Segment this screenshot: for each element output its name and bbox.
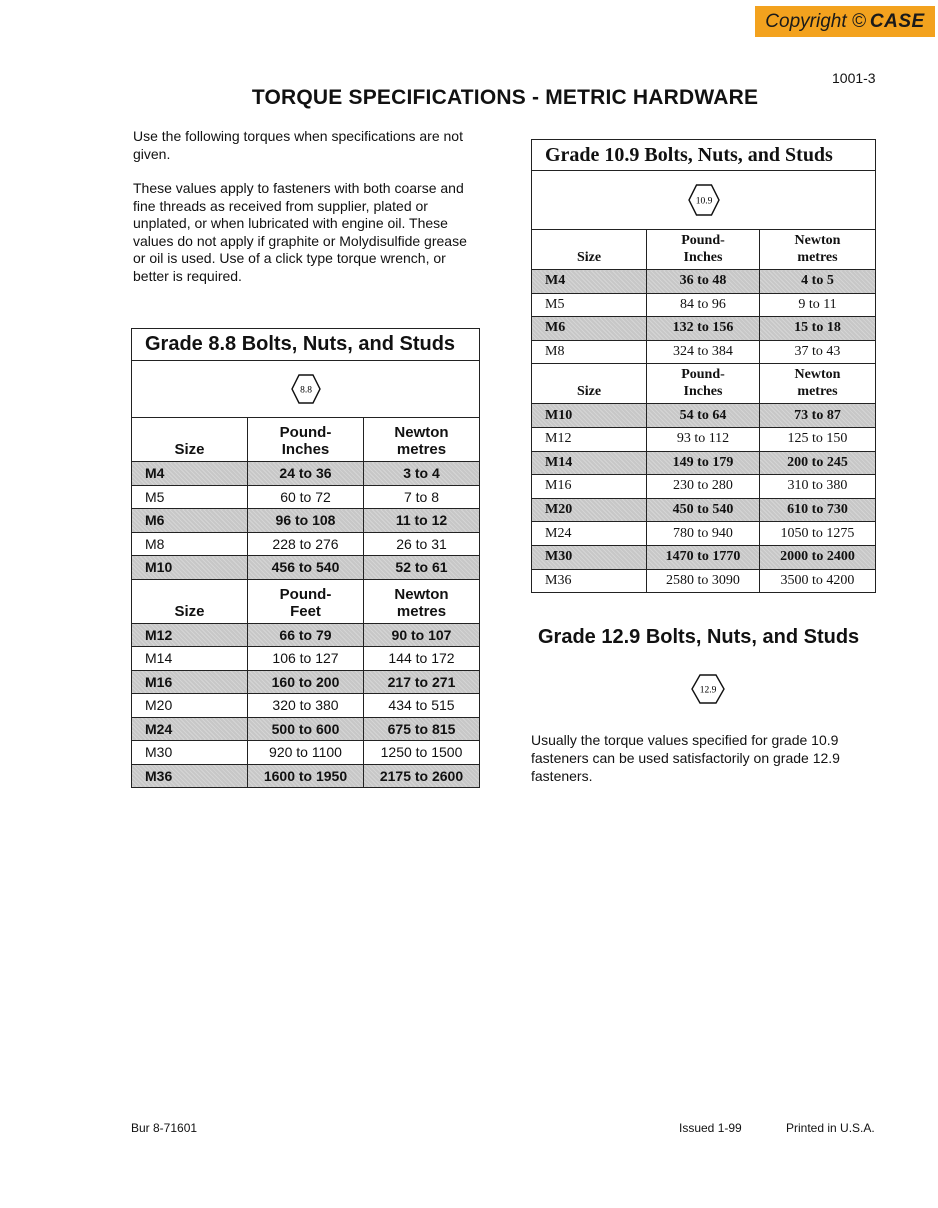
grade-109-table [531, 139, 876, 593]
page-number: 1001-3 [832, 70, 876, 86]
grade-129-title: Grade 12.9 Bolts, Nuts, and Studs [538, 626, 860, 648]
torque-cell: 96 to 108 [248, 509, 364, 533]
torque-cell: 54 to 64 [647, 404, 760, 428]
table-row [132, 647, 480, 671]
table-header-row [532, 364, 876, 404]
torque-cell: 36 to 48 [647, 270, 760, 294]
table-row [532, 340, 876, 364]
torque-cell: 66 to 79 [248, 623, 364, 647]
size-cell: M36 [532, 569, 647, 593]
table-row [532, 451, 876, 475]
size-header: Size [532, 230, 647, 270]
brand-logo-text: CASE [869, 10, 925, 32]
torque-cell: 60 to 72 [248, 485, 364, 509]
grade-109-hex-cell [532, 171, 876, 230]
newton-cell: 15 to 18 [760, 317, 876, 341]
page-title: TORQUE SPECIFICATIONS - METRIC HARDWARE [251, 86, 759, 109]
grade-109-caption: Grade 10.9 Bolts, Nuts, and Studs [532, 140, 876, 171]
size-cell: M4 [132, 462, 248, 486]
newton-cell: 11 to 12 [364, 509, 480, 533]
grade-109-hex-label: 10.9 [695, 196, 712, 207]
newton-cell: 200 to 245 [760, 451, 876, 475]
footer-doc-number: Bur 8-71601 [131, 1121, 198, 1135]
table-row [532, 404, 876, 428]
copyright-label: Copyright © [765, 10, 866, 32]
size-cell: M30 [532, 545, 647, 569]
table-row [532, 293, 876, 317]
size-cell: M5 [532, 293, 647, 317]
table-row [132, 485, 480, 509]
torque-cell: 324 to 384 [647, 340, 760, 364]
hexagon-icon [690, 673, 726, 705]
copyright-badge [755, 6, 935, 37]
newton-cell: 434 to 515 [364, 694, 480, 718]
torque-cell: 149 to 179 [647, 451, 760, 475]
size-cell: M10 [132, 556, 248, 580]
torque-cell: 160 to 200 [248, 670, 364, 694]
newton-cell: 2175 to 2600 [364, 764, 480, 788]
newton-cell: 1250 to 1500 [364, 741, 480, 765]
newton-cell: 217 to 271 [364, 670, 480, 694]
intro-paragraph-1: Use the following torques when specifications are not given. [133, 128, 463, 162]
torque-cell: 230 to 280 [647, 475, 760, 499]
newton-cell: 144 to 172 [364, 647, 480, 671]
table-header-row [532, 230, 876, 270]
table-row [132, 556, 480, 580]
col3-header: Newton metres [364, 579, 480, 623]
size-cell: M14 [532, 451, 647, 475]
hexagon-icon [687, 183, 721, 217]
torque-cell: 1470 to 1770 [647, 545, 760, 569]
size-cell: M6 [532, 317, 647, 341]
newton-cell: 52 to 61 [364, 556, 480, 580]
newton-cell: 90 to 107 [364, 623, 480, 647]
torque-cell: 500 to 600 [248, 717, 364, 741]
torque-cell: 24 to 36 [248, 462, 364, 486]
size-cell: M24 [132, 717, 248, 741]
newton-cell: 37 to 43 [760, 340, 876, 364]
size-cell: M5 [132, 485, 248, 509]
torque-cell: 132 to 156 [647, 317, 760, 341]
torque-cell: 320 to 380 [248, 694, 364, 718]
torque-cell: 450 to 540 [647, 498, 760, 522]
newton-cell: 3500 to 4200 [760, 569, 876, 593]
table-row [132, 717, 480, 741]
torque-cell: 2580 to 3090 [647, 569, 760, 593]
col2-header: Pound- Inches [647, 364, 760, 404]
torque-cell: 1600 to 1950 [248, 764, 364, 788]
footer-printed: Printed in U.S.A. [786, 1121, 875, 1135]
intro-text [133, 128, 483, 285]
grade-88-hex-cell [132, 361, 480, 418]
col3-header: Newton metres [760, 230, 876, 270]
table-row [532, 545, 876, 569]
newton-cell: 3 to 4 [364, 462, 480, 486]
table-header-row [132, 579, 480, 623]
size-cell: M6 [132, 509, 248, 533]
newton-cell: 2000 to 2400 [760, 545, 876, 569]
newton-cell: 9 to 11 [760, 293, 876, 317]
size-cell: M8 [132, 532, 248, 556]
table-row [132, 764, 480, 788]
torque-cell: 93 to 112 [647, 427, 760, 451]
table-row [532, 522, 876, 546]
table-row [532, 317, 876, 341]
table-row [532, 475, 876, 499]
newton-cell: 610 to 730 [760, 498, 876, 522]
table-row [132, 694, 480, 718]
col3-header: Newton metres [760, 364, 876, 404]
size-header: Size [132, 418, 248, 462]
torque-cell: 228 to 276 [248, 532, 364, 556]
table-row [532, 498, 876, 522]
size-cell: M16 [132, 670, 248, 694]
table-row [532, 427, 876, 451]
torque-cell: 920 to 1100 [248, 741, 364, 765]
table-row [132, 670, 480, 694]
newton-cell: 675 to 815 [364, 717, 480, 741]
table-row [132, 623, 480, 647]
table-row [132, 462, 480, 486]
intro-paragraph-2: These values apply to fasteners with both coarse and fine threads as received from supplier, plated or unplated, or when lubricated with engine oil. These values do not apply if graphite or Molydisulfide grease or oil is used. Use of a click type torque wrench, or better is required. [133, 180, 467, 284]
torque-cell: 106 to 127 [248, 647, 364, 671]
table-row [532, 569, 876, 593]
size-cell: M10 [532, 404, 647, 428]
size-header: Size [532, 364, 647, 404]
footer-issued: Issued 1-99 [679, 1121, 742, 1135]
size-cell: M36 [132, 764, 248, 788]
grade-129-note: Usually the torque values specified for grade 10.9 fasteners can be used satisfactorily on grade 12.9 fasteners. [531, 732, 840, 784]
newton-cell: 1050 to 1275 [760, 522, 876, 546]
newton-cell: 73 to 87 [760, 404, 876, 428]
torque-cell: 456 to 540 [248, 556, 364, 580]
size-cell: M4 [532, 270, 647, 294]
col3-header: Newton metres [364, 418, 480, 462]
size-cell: M16 [532, 475, 647, 499]
size-cell: M12 [532, 427, 647, 451]
size-header: Size [132, 579, 248, 623]
table-row [132, 509, 480, 533]
newton-cell: 310 to 380 [760, 475, 876, 499]
size-cell: M8 [532, 340, 647, 364]
col2-header: Pound- Inches [647, 230, 760, 270]
grade-129-hex-label: 12.9 [699, 685, 717, 696]
grade-88-hex-label: 8.8 [299, 385, 312, 396]
newton-cell: 7 to 8 [364, 485, 480, 509]
torque-cell: 780 to 940 [647, 522, 760, 546]
newton-cell: 125 to 150 [760, 427, 876, 451]
grade-88-caption: Grade 8.8 Bolts, Nuts, and Studs [132, 329, 480, 361]
hexagon-icon [290, 373, 322, 405]
table-header-row [132, 418, 480, 462]
size-cell: M20 [132, 694, 248, 718]
torque-cell: 84 to 96 [647, 293, 760, 317]
newton-cell: 4 to 5 [760, 270, 876, 294]
table-row [132, 741, 480, 765]
grade-129-hex [690, 673, 726, 710]
size-cell: M24 [532, 522, 647, 546]
size-cell: M12 [132, 623, 248, 647]
col2-header: Pound- Feet [248, 579, 364, 623]
size-cell: M30 [132, 741, 248, 765]
newton-cell: 26 to 31 [364, 532, 480, 556]
grade-88-table [131, 328, 480, 788]
size-cell: M14 [132, 647, 248, 671]
col2-header: Pound- Inches [248, 418, 364, 462]
size-cell: M20 [532, 498, 647, 522]
table-row [132, 532, 480, 556]
table-row [532, 270, 876, 294]
